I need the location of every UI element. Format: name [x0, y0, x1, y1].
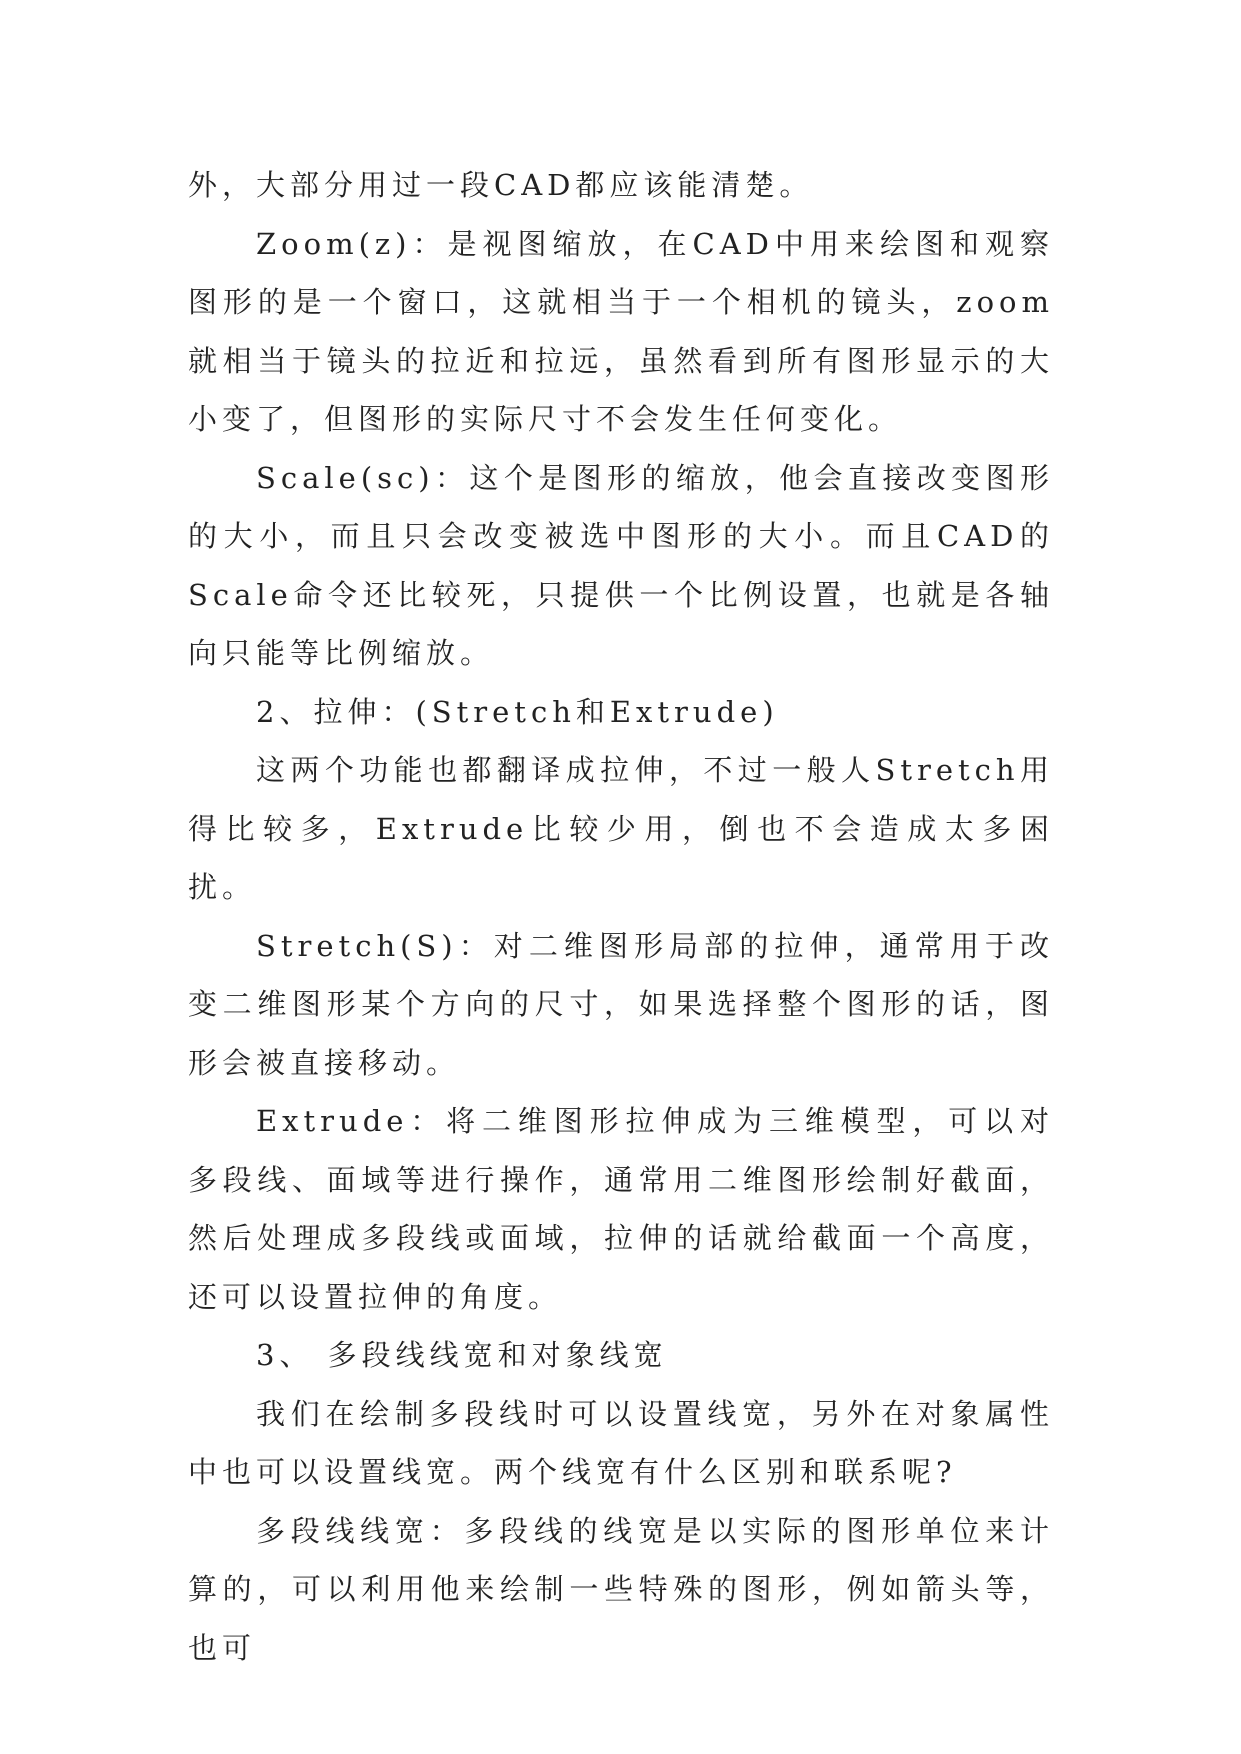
paragraph: Extrude：将二维图形拉伸成为三维模型，可以对多段线、面域等进行操作，通常用二维图形绘制好截面，然后处理成多段线或面域，拉伸的话就给截面一个高度，还可以设置拉伸的角度。 [188, 1104, 1054, 1314]
paragraph: 外，大部分用过一段CAD都应该能清楚。 [188, 168, 814, 202]
section-heading: 3、 多段线线宽和对象线宽 [256, 1338, 668, 1372]
paragraph: Zoom(z)：是视图缩放，在CAD中用来绘图和观察图形的是一个窗口，这就相当于一个相机的镜头，zoom就相当于镜头的拉近和拉远，虽然看到所有图形显示的大小变了，但图形的实际尺寸不会发生任何变化。 [188, 226, 1054, 436]
paragraph: 我们在绘制多段线时可以设置线宽，另外在对象属性中也可以设置线宽。两个线宽有什么区别和联系呢? [188, 1396, 1054, 1489]
document-body [188, 156, 1054, 1677]
paragraph: Stretch(S)：对二维图形局部的拉伸，通常用于改变二维图形某个方向的尺寸，如果选择整个图形的话，图形会被直接移动。 [188, 928, 1054, 1080]
paragraph: 多段线线宽：多段线的线宽是以实际的图形单位来计算的，可以利用他来绘制一些特殊的图形，例如箭头等，也可 [188, 1513, 1054, 1665]
paragraph: 这两个功能也都翻译成拉伸，不过一般人Stretch用得比较多，Extrude比较少用，倒也不会造成太多困扰。 [188, 753, 1054, 904]
section-heading: 2、拉伸：(Stretch和Extrude) [256, 694, 779, 729]
paragraph: Scale(sc)：这个是图形的缩放，他会直接改变图形的大小，而且只会改变被选中图形的大小。而且CAD的Scale命令还比较死，只提供一个比例设置，也就是各轴向只能等比例缩放。 [188, 460, 1054, 670]
